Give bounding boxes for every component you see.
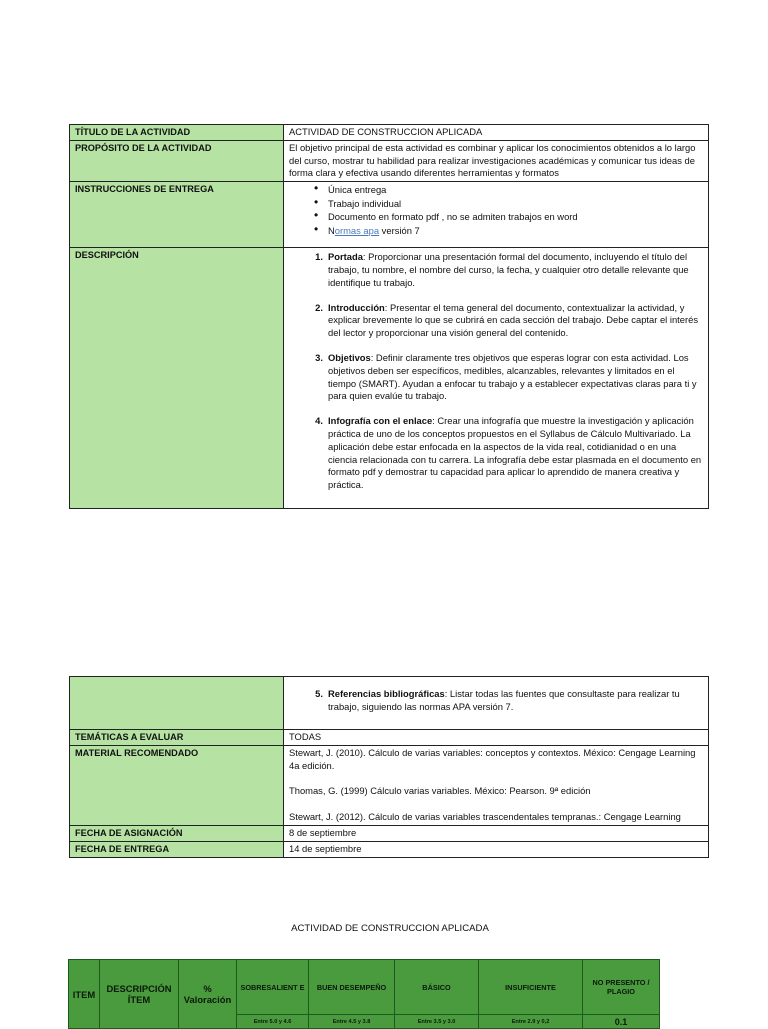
- activity-table-continued: [69, 676, 709, 858]
- normas-suffix: versión 7: [379, 224, 420, 236]
- step-title: Referencias bibliográficas: [328, 688, 445, 699]
- titulo-value: ACTIVIDAD DE CONSTRUCCION APLICADA: [284, 125, 709, 141]
- list-item: [289, 251, 703, 289]
- list-item: [289, 688, 703, 714]
- entrega-label: FECHA DE ENTREGA: [70, 841, 284, 857]
- range-sobresaliente: Entre 5.0 y 4.6: [237, 1015, 309, 1029]
- rubric-header-basico: BÁSICO: [395, 960, 479, 1015]
- rubric-header-descripcion: DESCRIPCIÓN ÍTEM: [100, 960, 179, 1029]
- step-title: Objetivos: [328, 351, 371, 363]
- list-item: [289, 352, 703, 403]
- reference-item: Stewart, J. (2010). Cálculo de varias variables: conceptos y contextos. México: Cengage Learning 4a edición.: [289, 746, 696, 771]
- steps-list: [289, 251, 703, 492]
- descripcion-cell: [284, 248, 709, 509]
- step-number: 5.: [315, 688, 323, 699]
- rubric-header-no-presento: NO PRESENTO / PLAGIO: [583, 960, 660, 1015]
- step-text: : Presentar el tema general del documento, contextualizar la actividad, y explicar brevemente lo que se cubrirá en cada sección del trabajo. Debe captar el interés del lector y proporcionar una visión general del contenido.: [328, 301, 699, 339]
- table-row: [70, 125, 709, 141]
- tematicas-label: TEMÁTICAS A EVALUAR: [70, 730, 284, 746]
- instrucciones-cell: [284, 182, 709, 248]
- step-title: Infografía con el enlace: [328, 415, 433, 427]
- normas-prefix: N: [328, 224, 335, 236]
- list-item: [289, 415, 703, 492]
- material-cell: [284, 745, 709, 825]
- rubric-header-buen-desempeno: BUEN DESEMPEÑO: [309, 960, 395, 1015]
- range-no-presento: 0.1: [583, 1015, 660, 1029]
- table-row: [70, 248, 709, 509]
- step-title: Introducción: [328, 301, 385, 313]
- range-basico: Entre 3.5 y 3.0: [395, 1015, 479, 1029]
- step-text: : Crear una infografía que muestre la investigación y aplicación práctica de uno de los conceptos propuestos en el Syllabus de Cálculo Multivariado. La aplicación debe estar enfocada en la aspectos de la vida real, cotidianidad o en una ciencia relacionada con tu carrera. La infografía debe estar plasmada en el documento en formato pdf y demostrar tu capacidad para aplicar lo aprendido de manera creativa y práctica.: [328, 415, 702, 491]
- list-item: [289, 302, 703, 340]
- empty-label: [70, 677, 284, 730]
- material-label: MATERIAL RECOMENDADO: [70, 745, 284, 825]
- rubric-title: ACTIVIDAD DE CONSTRUCCION APLICADA: [291, 923, 489, 934]
- step-number: 2.: [315, 301, 323, 313]
- range-buen-desempeno: Entre 4.5 y 3.8: [309, 1015, 395, 1029]
- list-item: [328, 224, 703, 238]
- rubric-header-sobresaliente: SOBRESALIENT E: [237, 960, 309, 1015]
- instrucciones-list: [289, 183, 703, 237]
- entrega-value: 14 de septiembre: [284, 841, 709, 857]
- rubric-header-item: ITEM: [69, 960, 100, 1029]
- table-row: [70, 745, 709, 825]
- table-row: [70, 677, 709, 730]
- normas-apa-link[interactable]: ormas apa: [334, 224, 380, 236]
- asignacion-label: FECHA DE ASIGNACIÓN: [70, 825, 284, 841]
- step-text: : Listar todas las fuentes que consultaste para realizar tu trabajo, siguiendo las normas APA versión 7.: [328, 688, 680, 712]
- table-row: [70, 841, 709, 857]
- step-title: Portada: [328, 251, 363, 263]
- step-text: : Definir claramente tres objetivos que esperas lograr con esta actividad. Los objetivos deben ser específicos, medibles, alcanzables, relevantes y limitados en el tiempo (SMART). Ayudan a enfocar tu trabajo y a establecer expectativas claras para ti y para quien evalúe tu trabajo.: [328, 351, 697, 402]
- step5-cell: [284, 677, 709, 730]
- steps-list: [289, 688, 703, 714]
- step-text: : Proporcionar una presentación formal del documento, incluyendo el título del trabajo, tu nombre, el nombre del curso, la fecha, y cualquier otro detalle relevante que identifique tu trabajo.: [328, 251, 689, 288]
- instrucciones-label: INSTRUCCIONES DE ENTREGA: [70, 182, 284, 248]
- tematicas-value: TODAS: [284, 730, 709, 746]
- rubric-header-row: [69, 960, 660, 1015]
- rubric-header-insuficiente: INSUFICIENTE: [479, 960, 583, 1015]
- asignacion-value: 8 de septiembre: [284, 825, 709, 841]
- list-item: • Trabajo individual: [328, 197, 703, 211]
- list-item: • Única entrega: [328, 183, 703, 197]
- list-item: • Documento en formato pdf , no se admiten trabajos en word: [328, 210, 703, 224]
- proposito-label: PROPÓSITO DE LA ACTIVIDAD: [70, 140, 284, 181]
- activity-table: [69, 124, 709, 509]
- step-number: 1.: [315, 251, 323, 263]
- descripcion-label: DESCRIPCIÓN: [70, 248, 284, 509]
- table-row: [70, 182, 709, 248]
- proposito-value: El objetivo principal de esta actividad es combinar y aplicar los conocimientos obtenidos a lo largo del curso, mostrar tu habilidad para realizar investigaciones académicas y comunicar tus ideas de forma clara y efectiva usando diferentes herramientas y formatos: [284, 140, 709, 181]
- reference-item: Thomas, G. (1999) Cálculo varias variables. México: Pearson. 9ª edición: [289, 785, 591, 797]
- rubric-header-valoracion: % Valoración: [179, 960, 237, 1029]
- table-row: [70, 730, 709, 746]
- table-row: [70, 825, 709, 841]
- step-number: 4.: [315, 415, 323, 427]
- step-number: 3.: [315, 351, 323, 363]
- range-insuficiente: Entre 2.9 y 0,2: [479, 1015, 583, 1029]
- rubric-table: [68, 959, 660, 1029]
- titulo-label: TÍTULO DE LA ACTIVIDAD: [70, 125, 284, 141]
- table-row: [70, 140, 709, 181]
- reference-item: Stewart, J. (2012). Cálculo de varias variables trascendentales tempranas.: Cengage Learning: [289, 811, 681, 823]
